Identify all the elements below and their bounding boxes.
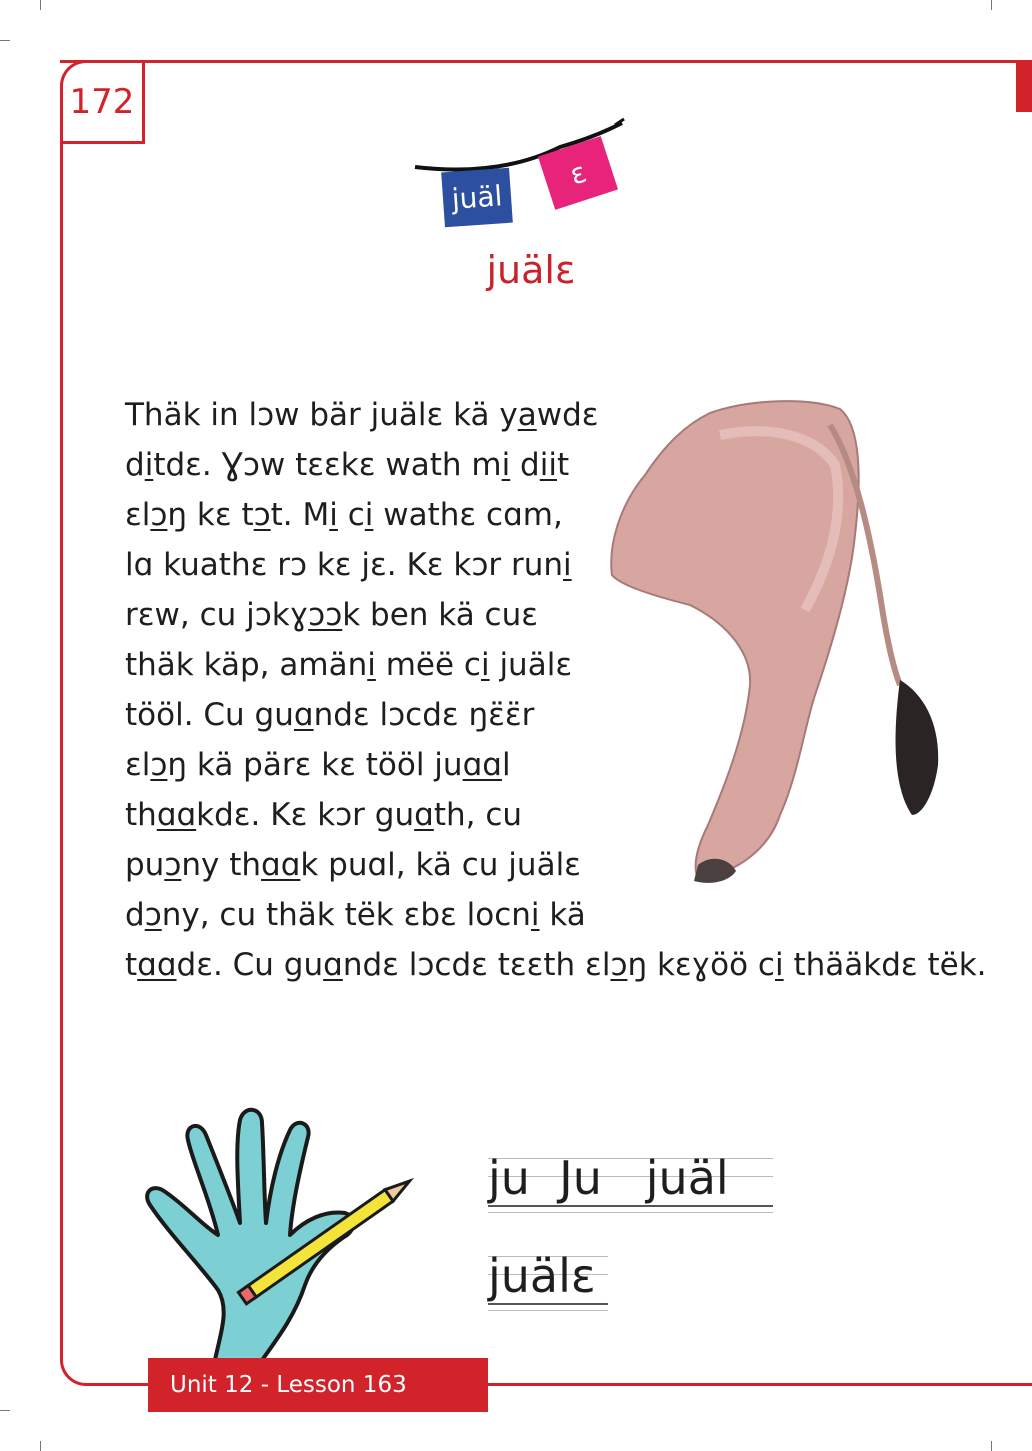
underlined-vowel: ɑ [293, 697, 314, 733]
underlined-vowel: i [367, 647, 376, 683]
practice-text-row-2: juälɛ [488, 1249, 596, 1303]
underlined-vowel: i [480, 647, 490, 683]
underlined-vowel: ɑ [323, 947, 343, 983]
crop-mark [40, 1441, 41, 1451]
handwriting-practice-row-1 [488, 1150, 773, 1220]
story-segment: k ben kä cuɛ [342, 597, 538, 633]
underlined-vowel: a [517, 397, 537, 433]
story-segment: rɛw, cu jɔkɣ [125, 597, 309, 633]
story-segment: t [556, 447, 570, 483]
guide-line [488, 1310, 608, 1311]
page-number [62, 62, 145, 144]
flag-letter-text: ɛ [565, 154, 591, 192]
story-line [125, 940, 987, 990]
unit-lesson-text: Unit 12 - Lesson 163 [170, 1372, 407, 1398]
story-segment: th [125, 797, 157, 833]
crop-mark [40, 0, 41, 10]
underlined-vowel: ɔɔ [308, 597, 343, 633]
story-segment: ŋ kɛ t [167, 497, 254, 533]
flag-syllable-text: juäl [450, 179, 504, 216]
story-segment: ɛl [125, 747, 151, 783]
crop-mark [0, 40, 10, 41]
story-segment: c [337, 497, 365, 533]
underlined-vowel: ii [539, 447, 557, 483]
underlined-vowel: i [364, 497, 374, 533]
underlined-vowel: ɑ [414, 797, 434, 833]
crop-mark [991, 0, 992, 10]
flag-syllable [441, 168, 513, 228]
underlined-vowel: i [774, 947, 784, 983]
underlined-vowel: ɔ [164, 847, 182, 883]
story-segment: dɛ. Cu gu [176, 947, 324, 983]
story-segment: ɛl [125, 497, 151, 533]
story-segment: th, cu [433, 797, 523, 833]
story-segment: lɑ kuathɛ rɔ kɛ jɛ. Kɛ kɔr run [125, 547, 564, 583]
underlined-vowel: i [530, 897, 540, 933]
underlined-vowel: ɔ [150, 497, 168, 533]
lesson-word: juälɛ [486, 248, 576, 292]
underlined-vowel: ɔ [144, 897, 162, 933]
story-segment: d [125, 447, 145, 483]
hand-with-pencil-icon [140, 1105, 440, 1365]
story-segment: Thäk in lɔw bär juälɛ kä y [125, 397, 518, 433]
unit-lesson-label [148, 1358, 488, 1412]
story-segment: l [501, 747, 511, 783]
story-segment: t. M [270, 497, 330, 533]
underlined-vowel: i [501, 447, 511, 483]
underlined-vowel: ɔ [253, 497, 271, 533]
underlined-vowel: ɑɑ [156, 797, 197, 833]
guide-line [488, 1212, 773, 1213]
story-segment: thääkdɛ tëk. [783, 947, 987, 983]
underlined-vowel: ɑɑ [261, 847, 301, 883]
story-segment: d [510, 447, 540, 483]
page-edge-tab [1016, 62, 1032, 112]
underlined-vowel: ɔ [610, 947, 628, 983]
underlined-vowel: i [144, 447, 154, 483]
story-segment: ndɛ lɔcdɛ tɛɛth ɛl [342, 947, 611, 983]
story-segment: ŋ kɛɣöö c [627, 947, 775, 983]
crop-mark [991, 1441, 992, 1451]
handwriting-practice-row-2 [488, 1248, 608, 1318]
crop-mark [0, 1410, 10, 1411]
cow-hindquarters-illustration [600, 395, 950, 890]
story-segment: d [125, 897, 145, 933]
story-segment: ndɛ lɔcdɛ ŋɛ̈ɛ̈r [313, 697, 535, 733]
underlined-vowel: ɑɑ [137, 947, 177, 983]
underlined-vowel: ɑɑ [462, 747, 502, 783]
story-segment: kä [539, 897, 586, 933]
underlined-vowel: i [329, 497, 338, 533]
story-segment: pu [125, 847, 165, 883]
story-segment: t [125, 947, 138, 983]
story-segment: tdɛ. Ɣɔw tɛɛkɛ wath m [153, 447, 502, 483]
story-segment: juälɛ [489, 647, 573, 683]
story-segment: kdɛ. Kɛ kɔr gu [196, 797, 415, 833]
story-line [125, 890, 965, 940]
story-segment: wathɛ cɑm, [373, 497, 563, 533]
story-segment: k puɑl, kä cu juälɛ [300, 847, 581, 883]
underlined-vowel: i [563, 547, 572, 583]
story-segment: thäk käp, amän [125, 647, 368, 683]
story-segment: ŋ kä pärɛ kɛ tööl ju [167, 747, 463, 783]
story-segment: tööl. Cu gu [125, 697, 294, 733]
practice-text-row-1: ju Ju juäl [488, 1151, 729, 1205]
story-segment: ny, cu thäk tëk ɛbɛ locn [161, 897, 531, 933]
frame-top-line [60, 60, 1032, 63]
story-segment: mëë c [375, 647, 481, 683]
page-number-text: 172 [69, 81, 135, 122]
letter-bunting [410, 115, 630, 230]
underlined-vowel: ɔ [150, 747, 168, 783]
story-segment: wdɛ [536, 397, 599, 433]
story-segment: ny th [181, 847, 262, 883]
